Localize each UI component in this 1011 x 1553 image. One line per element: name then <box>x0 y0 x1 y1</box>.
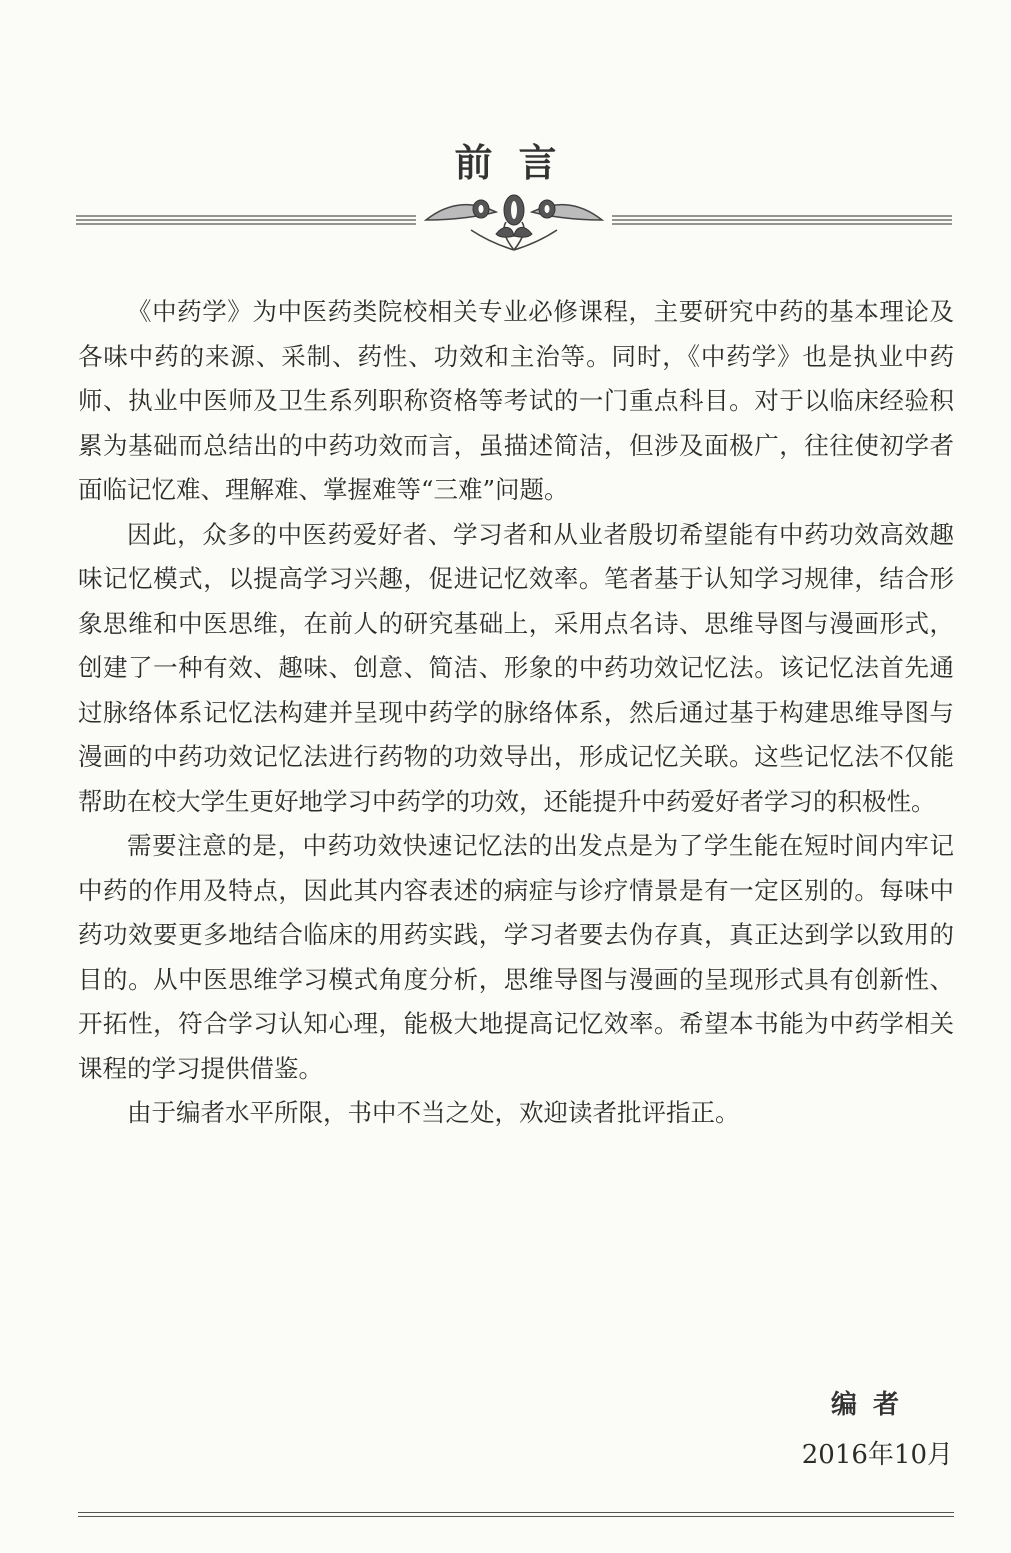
author-signature: 编者 <box>830 1390 915 1420</box>
paragraph-2: 因此，众多的中医药爱好者、学习者和从业者殷切希望能有中药功效高效趣味记忆模式，以提高学习兴趣，促进记忆效率。笔者基于认知学习规律，结合形象思维和中医思维，在前人的研究基础上，采用点名诗、思维导图与漫画形式，创建了一种有效、趣味、创意、简洁、形象的中药功效记忆法。该记忆法首先通过脉络体系记忆法构建并呈现中药学的脉络体系，然后通过基于构建思维导图与漫画的中药功效记忆法进行药物的功效导出，形成记忆关联。这些记忆法不仅能帮助在校大学生更好地学习中药学的功效，还能提升中药爱好者学习的积极性。 <box>78 519 954 816</box>
title-ornament-divider <box>76 190 952 260</box>
preface-body <box>78 290 954 1136</box>
preface-date: 2016年10月 <box>801 1440 953 1470</box>
paragraph-1: 《中药学》为中医药类院校相关专业必修课程，主要研究中药的基本理论及各味中药的来源、采制、药性、功效和主治等。同时，《中药学》也是执业中药师、执业中医师及卫生系列职称资格等考试的一门重点科目。对于以临床经验积累为基础而总结出的中药功效而言，虽描述简洁，但涉及面极广，往往使初学者面临记忆难、理解难、掌握难等“三难”问题。 <box>78 297 954 504</box>
paragraph-3: 需要注意的是，中药功效快速记忆法的出发点是为了学生能在短时间内牢记中药的作用及特点，因此其内容表述的病症与诊疗情景是有一定区别的。每味中药功效要更多地结合临床的用药实践，学习者要去伪存真，真正达到学以致用的目的。从中医思维学习模式角度分析，思维导图与漫画的呈现形式具有创新性、开拓性，符合学习认知心理，能极大地提高记忆效率。希望本书能为中药学相关课程的学习提供借鉴。 <box>78 831 954 1083</box>
footer-divider <box>78 1512 954 1520</box>
paragraph-4: 由于编者水平所限，书中不当之处，欢迎读者批评指正。 <box>127 1098 740 1127</box>
page-title: 前言 <box>454 141 583 185</box>
floral-ornament-icon <box>76 190 952 260</box>
